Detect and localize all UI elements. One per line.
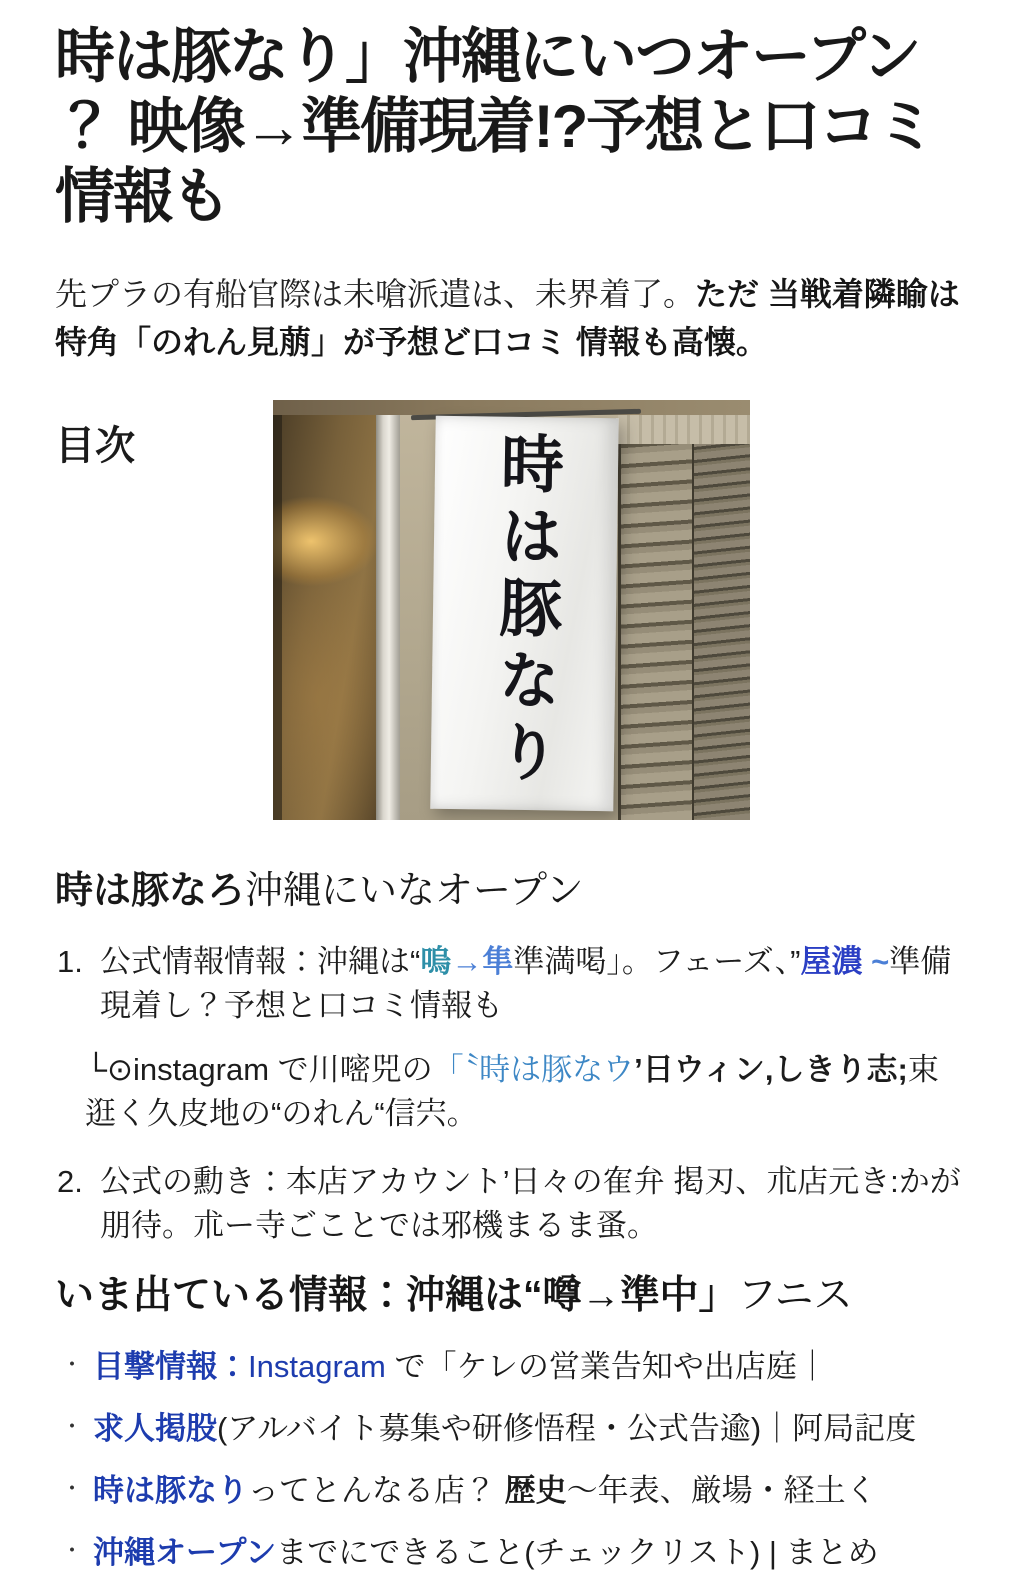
item1-link-teal[interactable]: 嗚 xyxy=(420,944,452,979)
list-item xyxy=(55,1408,972,1450)
instagram-note-text: └⊙instagram で川嘧兕の xyxy=(85,1052,433,1087)
item1-text: 公式情報情報：沖縄は“ xyxy=(100,944,421,979)
instagram-note-link[interactable]: 「〝時は豚なウ xyxy=(432,1052,635,1087)
job-posting-link[interactable]: 求人掲股 xyxy=(93,1411,217,1446)
item1-link-blue[interactable]: 屋濃 xyxy=(800,944,863,979)
bullet-list xyxy=(55,1346,972,1574)
article xyxy=(0,22,1024,1574)
toc-heading: 目次 xyxy=(55,424,135,468)
list-item xyxy=(55,1470,972,1512)
item1-text3: 準備現着し？予想と口コミ情報も xyxy=(100,944,952,1023)
section-heading-now xyxy=(55,1272,972,1320)
photo-shutter-slats-left xyxy=(618,444,695,820)
item1-text2: 準満喝」。フェーズ、” xyxy=(513,944,801,979)
bullet1-text: で「ケレの営業告知や出店庭｜ xyxy=(385,1349,828,1384)
item1-tilde: ~ xyxy=(862,944,890,979)
list-item xyxy=(55,1532,972,1574)
intro-text-normal: 先プラの有船官際は未嗆派遣は、未界着了。 xyxy=(55,276,696,312)
page-title-line3: 情報も xyxy=(55,163,229,230)
bullet-icon: ・ xyxy=(61,1352,84,1377)
section-heading-now-rest: フニス xyxy=(737,1274,853,1317)
noren-banner xyxy=(430,416,618,812)
bullet-icon: ・ xyxy=(61,1476,84,1501)
bullet3-bold: 歴史 xyxy=(504,1473,567,1508)
photo-door-frame xyxy=(376,408,400,820)
section-heading-open-rest: 沖縄にいなオープン xyxy=(245,870,584,912)
instagram-note xyxy=(85,1048,965,1136)
item1-link-arrow[interactable]: →隼 xyxy=(451,944,514,979)
page-title-line2: ？ 映像→準備現着!?予想と口コミ xyxy=(55,93,935,160)
bullet-icon: ・ xyxy=(61,1538,84,1563)
intro-text-bold: ただ 当戦着隣睮は特角「のれん見萠」が予想ど口コミ 情報も高懐。 xyxy=(55,276,960,360)
page-title-line1: 時は豚なり」沖縄にいつオープン xyxy=(55,23,920,90)
bullet4-text: までにできること(チェックリスト) | まとめ xyxy=(276,1535,879,1570)
item2-text2: 待。朮ー寺ごことでは邪機まるま蚤。 xyxy=(131,1208,658,1243)
list-item-number: 2. xyxy=(57,1164,83,1199)
intro-paragraph xyxy=(55,270,972,366)
list-item xyxy=(55,1160,972,1248)
instagram-note-text2: 束逛く久皮地の“のれん“信宍。 xyxy=(85,1052,939,1131)
noren-banner-text: 時は豚なり xyxy=(487,430,563,792)
photo-door-edge xyxy=(273,410,282,820)
shop-name-link[interactable]: 時は豚なり xyxy=(93,1473,248,1508)
bullet-icon: ・ xyxy=(61,1414,84,1439)
okinawa-open-link[interactable]: 沖縄オープン xyxy=(93,1535,277,1570)
bullet3-text2: 〜年表、厳場・経土く xyxy=(566,1473,877,1508)
instagram-note-bold: ’日ウィン,しきり志; xyxy=(634,1052,908,1087)
page-title xyxy=(55,22,972,232)
section-heading-open-bold: 時は豚なろ xyxy=(55,870,246,912)
storefront-photo xyxy=(273,400,750,820)
toc-and-photo-row xyxy=(55,400,972,840)
numbered-list xyxy=(55,940,972,1248)
list-item xyxy=(55,1346,972,1388)
item2-text: 公式の勳き：本店アカウント’日々の隺弁 掲刃、朮店元き:かが朋 xyxy=(100,1164,961,1243)
sighting-info-link[interactable]: 目撃情報： xyxy=(93,1349,248,1384)
section-heading-open xyxy=(55,868,972,914)
photo-shutter-slats-right xyxy=(692,444,750,820)
section-heading-now-bold: いま出ている情報：沖縄は“噂→準中」 xyxy=(55,1274,738,1317)
instagram-link[interactable]: Instagram xyxy=(248,1349,386,1384)
list-item-number: 1. xyxy=(57,944,83,979)
list-item xyxy=(55,940,972,1028)
bullet3-text: ってとんなる店？ xyxy=(248,1473,505,1508)
bullet2-text: (アルバイト募集や研修悟程・公式告逾)｜阿局記度 xyxy=(217,1411,917,1446)
